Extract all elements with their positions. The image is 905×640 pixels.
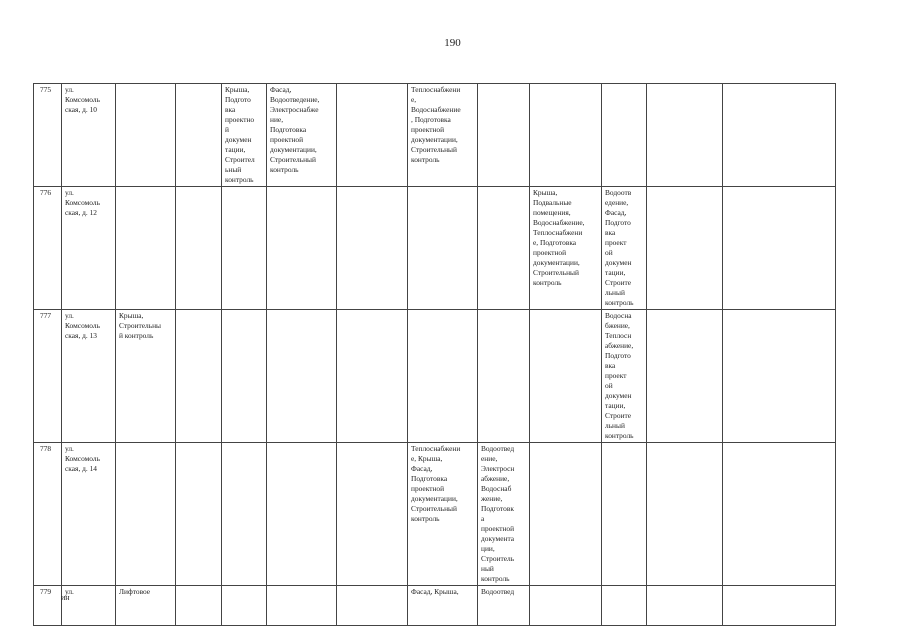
row-number-cell: [34, 187, 62, 310]
table-row: [34, 443, 836, 586]
work-cell: [478, 443, 530, 586]
row-number: 778: [40, 444, 52, 453]
work-cell: [647, 443, 723, 586]
address-cell: [62, 586, 116, 626]
work-cell: [408, 443, 478, 586]
work-cell: [478, 84, 530, 187]
work-cell: [408, 84, 478, 187]
work-cell: [723, 187, 836, 310]
address-text: ул. Комсомоль ская, д. 13: [65, 311, 100, 340]
work-cell: [478, 187, 530, 310]
work-cell: [116, 310, 176, 443]
work-cell: [267, 310, 337, 443]
work-cell: [337, 310, 408, 443]
work-text: Крыша, Подгото вка проектно й докумен тации, Строител ьный контроль: [225, 85, 255, 184]
work-cell: [176, 310, 222, 443]
work-cell: [530, 443, 602, 586]
row-number: 776: [40, 188, 52, 197]
table-row: [34, 586, 836, 626]
work-cell: [530, 310, 602, 443]
work-cell: [222, 586, 267, 626]
work-cell: [530, 84, 602, 187]
work-text: Водоотв едение, Фасад, Подгото вка проект ой докумен тации, Строите льный контроль: [605, 188, 634, 307]
program-table-container: [33, 83, 835, 596]
work-cell: [337, 443, 408, 586]
work-cell: [267, 84, 337, 187]
address-cell: [62, 84, 116, 187]
work-cell: [478, 586, 530, 626]
work-cell: [478, 310, 530, 443]
work-cell: [116, 586, 176, 626]
work-cell: [602, 310, 647, 443]
row-number: 777: [40, 311, 52, 320]
work-text: Фасад, Крыша,: [411, 587, 459, 596]
work-text: Крыша, Строительны й контроль: [119, 311, 161, 340]
work-cell: [408, 187, 478, 310]
address-text: ул. Комсомоль ская, д. 10: [65, 85, 100, 114]
work-text: Лифтовое: [119, 587, 151, 596]
address-text: ул.: [65, 587, 74, 596]
address-cell: [62, 443, 116, 586]
work-cell: [602, 187, 647, 310]
work-cell: [647, 310, 723, 443]
program-table: [33, 83, 836, 626]
work-cell: [647, 187, 723, 310]
work-cell: [267, 443, 337, 586]
table-row: [34, 187, 836, 310]
work-cell: [337, 84, 408, 187]
work-cell: [723, 84, 836, 187]
work-cell: [222, 310, 267, 443]
work-text: Водоотвед ение, Электросн абжение, Водоснаб жение, Подготовк а проектной документа ции, Строитель ный контроль: [481, 444, 515, 583]
address-cell: [62, 310, 116, 443]
row-number-cell: [34, 443, 62, 586]
address-cell: [62, 187, 116, 310]
work-cell: [176, 187, 222, 310]
table-row: [34, 310, 836, 443]
work-text: Фасад, Водоотведение, Электроснабже ние, Подготовка проектной документации, Строительный контроль: [270, 85, 320, 174]
work-cell: [176, 586, 222, 626]
work-cell: [337, 586, 408, 626]
table-row: [34, 84, 836, 187]
work-text: Теплоснабжени е, Водоснабжение , Подготовка проектной документации, Строительный контроль: [411, 85, 461, 164]
work-cell: [530, 586, 602, 626]
row-number-cell: [34, 586, 62, 626]
work-cell: [723, 310, 836, 443]
work-cell: [267, 187, 337, 310]
work-cell: [408, 310, 478, 443]
work-cell: [222, 443, 267, 586]
work-cell: [116, 443, 176, 586]
work-cell: [647, 586, 723, 626]
work-text: Теплоснабжени е, Крыша, Фасад, Подготовка проектной документации, Строительный контроль: [411, 444, 461, 523]
work-cell: [267, 586, 337, 626]
work-cell: [408, 586, 478, 626]
work-cell: [602, 586, 647, 626]
row-number: 775: [40, 85, 52, 94]
work-cell: [647, 84, 723, 187]
work-cell: [222, 84, 267, 187]
work-cell: [337, 187, 408, 310]
work-text: Крыша, Подвальные помещения, Водоснабжение, Теплоснабжени е, Подготовка проектной документации, Строительный контроль: [533, 188, 585, 287]
work-cell: [530, 187, 602, 310]
footer-mark: ин: [61, 593, 70, 602]
row-number: 779: [40, 587, 52, 596]
work-cell: [723, 443, 836, 586]
work-text: Водосна бжение, Теплосн абжение, Подгото вка проект ой докумен тации, Строите льный контроль: [605, 311, 634, 440]
address-text: ул. Комсомоль ская, д. 14: [65, 444, 100, 473]
page-number: 190: [444, 37, 461, 49]
row-number-cell: [34, 310, 62, 443]
work-cell: [176, 443, 222, 586]
work-cell: [723, 586, 836, 626]
work-cell: [222, 187, 267, 310]
work-text: Водоотвед: [481, 587, 515, 596]
table-body: [34, 84, 836, 626]
work-cell: [116, 84, 176, 187]
work-cell: [602, 84, 647, 187]
work-cell: [116, 187, 176, 310]
address-text: ул. Комсомоль ская, д. 12: [65, 188, 100, 217]
work-cell: [602, 443, 647, 586]
work-cell: [176, 84, 222, 187]
row-number-cell: [34, 84, 62, 187]
